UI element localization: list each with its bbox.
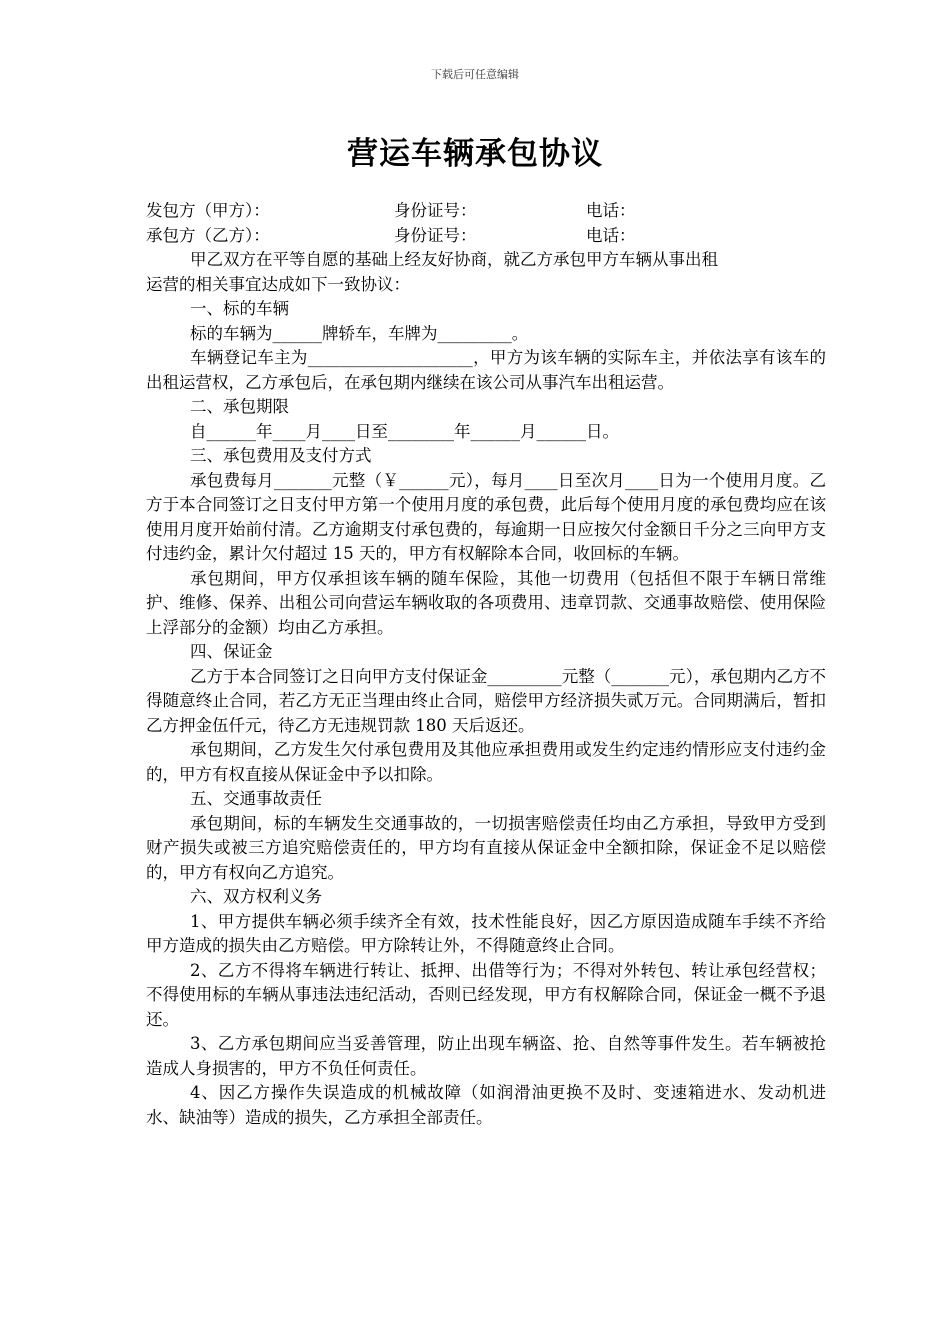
party-a-phone-label: 电话： <box>586 201 636 220</box>
section-6-item-4: 4、因乙方操作失误造成的机械故障（如润滑油更换不及时、变速箱进水、发动机进水、缺油等）造成的损失，乙方承担全部责任。 <box>146 1083 826 1127</box>
section-2-term-line: 自______年____月____日至________年______月______日。 <box>190 421 619 441</box>
section-2-heading: 二、承包期限 <box>190 397 289 416</box>
document-title: 营运车辆承包协议 <box>347 136 603 172</box>
intro-line-1: 甲乙双方在平等自愿的基础上经友好协商，就乙方承包甲方车辆从事出租 <box>190 250 718 269</box>
section-5-liability-paragraph: 承包期间，标的车辆发生交通事故的，一切损害赔偿责任均由乙方承担，导致甲方受到财产损失或被三方追究赔偿责任的，甲方均有直接从保证金中全额扣除，保证金不足以赔偿的，甲方有权向乙方追究。 <box>146 813 826 882</box>
section-3-fee-paragraph: 承包费每月_______元整（￥______元），每月____日至次月____日为一个使用月度。乙方于本合同签订之日支付甲方第一个使用月度的承包费，此后每个使用月度的承包费均应在该使用月度开始前付清。乙方逾期支付承包费的，每逾期一日应按欠付金额日千分之三向甲方支付违约金，累计欠付超过 15 天的，甲方有权解除本合同，收回标的车辆。 <box>146 470 826 563</box>
header-note: 下载后可任意编辑 <box>431 68 519 81</box>
section-3-expense-paragraph: 承包期间，甲方仅承担该车辆的随车保险，其他一切费用（包括但不限于车辆日常维护、维修、保养、出租公司向营运车辆收取的各项费用、违章罚款、交通事故赔偿、使用保险上浮部分的金额）均由乙方承担。 <box>146 568 826 637</box>
party-b-row <box>146 224 826 249</box>
party-b-label: 承包方（乙方）： <box>146 225 270 245</box>
document-body <box>146 199 826 1130</box>
party-a-label: 发包方（甲方）： <box>146 201 270 220</box>
section-5-heading: 五、交通事故责任 <box>190 789 322 808</box>
section-1-owner-paragraph: 车辆登记车主为____________________，甲方为该车辆的实际车主，并依法享有该车的出租运营权，乙方承包后，在承包期内继续在该公司从事汽车出租运营。 <box>146 348 826 392</box>
section-6-item-2: 2、乙方不得将车辆进行转让、抵押、出借等行为；不得对外转包、转让承包经营权；不得使用标的车辆从事违法违纪活动，否则已经发现，甲方有权解除合同，保证金一概不予退还。 <box>146 960 826 1029</box>
section-6-item-3: 3、乙方承包期间应当妥善管理，防止出现车辆盗、抢、自然等事件发生。若车辆被抢造成人身损害的，甲方不负任何责任。 <box>146 1034 826 1078</box>
section-1-heading: 一、标的车辆 <box>190 299 289 318</box>
section-3-heading: 三、承包费用及支付方式 <box>190 446 372 465</box>
section-6-heading: 六、双方权利义务 <box>190 887 322 906</box>
party-a-row <box>146 199 826 224</box>
party-b-phone-label: 电话： <box>586 225 636 245</box>
party-b-id-label: 身份证号： <box>394 225 477 245</box>
intro-line-2: 运营的相关事宜达成如下一致协议： <box>146 274 410 294</box>
party-a-id-label: 身份证号： <box>394 201 477 220</box>
section-6-item-1: 1、甲方提供车辆必须手续齐全有效，技术性能良好，因乙方原因造成随车手续不齐给甲方造成的损失由乙方赔偿。甲方除转让外，不得随意终止合同。 <box>146 911 826 955</box>
section-1-vehicle-line: 标的车辆为______牌轿车，车牌为_________。 <box>190 323 529 343</box>
section-4-heading: 四、保证金 <box>190 642 273 661</box>
section-4-deduction-paragraph: 承包期间，乙方发生欠付承包费用及其他应承担费用或发生约定违约情形应支付违约金的，甲方有权直接从保证金中予以扣除。 <box>146 740 826 784</box>
section-4-deposit-paragraph: 乙方于本合同签订之日向甲方支付保证金_________元整（_______元），承包期内乙方不得随意终止合同，若乙方无正当理由终止合同，赔偿甲方经济损失贰万元。合同期满后，暂扣乙方押金伍仟元，待乙方无违规罚款 180 天后返还。 <box>146 666 826 735</box>
